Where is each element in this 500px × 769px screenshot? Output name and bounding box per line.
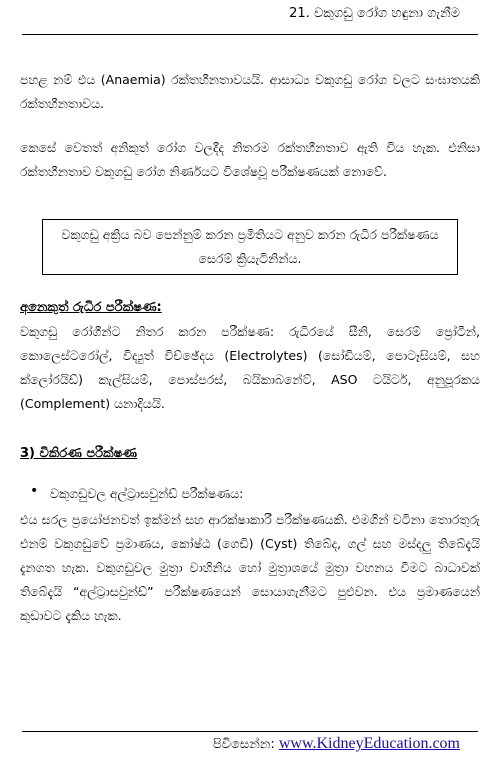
bullet-item-ultrasound: වකුගඩුවල අල්ට්‍රාසවුන්ඩ් පරීක්ෂණය: <box>50 486 244 501</box>
section-heading-radiology: 3) විකිරණ පරීක්ෂණ <box>20 446 138 461</box>
footer-label: පිවිසෙන්න: <box>212 737 275 752</box>
footer-divider <box>22 731 478 732</box>
section-heading-other-blood-tests: අනෙකුත් රුධිර පරීක්ෂණ: <box>20 300 162 315</box>
paragraph-anaemia-other-causes: කෙසේ වෙතත් අනිකුත් රෝග වලදීද නිතරම රක්තහීනතාව ඇති විය හැක. එනිසා රක්තහීනතාව වකුගඩු රෝග නිර්ණයට විශේෂවූ පරීක්ෂණයක් නොවේ. <box>20 140 480 179</box>
paragraph-blood-tests: වකුගඩු රෝගීන්ට නිතර කරන පරීක්ෂණ: රුධිරයේ සීනි, සෙරම් ප්‍රෝටීන්, කොලෙස්ටරෝල්, විද්‍යුත් විච්ඡේදය (Electrolytes) (සෝඩියම්, පොටෑසියම්, සහ ක්ලෝරයිඩ්) කැල්සියම්, පොස්පරස්, බයිකාබනේට්, ASO ටයිටර්, අනුපූරකය (Complement) යනාදියයි. <box>20 324 480 411</box>
paragraph-anaemia: පහළ නම් එය (Anaemia) රක්තහීනතාවයයි. ආසාධ්‍ය වකුගඩු රෝග වලට සංඝාතයකි රක්තහීනතාවය. <box>20 72 480 111</box>
footer <box>213 735 460 753</box>
header-divider <box>22 34 478 35</box>
paragraph-ultrasound: එය සරල ප්‍රයෝජනවත් ඉක්මන් සහ ආරක්ෂාකාරී පරීක්ෂණයකි. එමගින් වටිනා තොරතුරු එනම් වකුගඩුවේ ප්‍රමාණය, කෝෂ්ඨ (ගෙඩි) (Cyst) තිබේද, ගල් සහ මස්දලු තිබේදැයි දැනගත හැක. වකුගඩුවල මුත්‍රා වාහිනිය හෝ මුත්‍රාශයේ මුත්‍රා වහනය වීමට බාධාවක් තිබේදැයි “අල්ට්‍රාසවුන්ඩ්” පරීක්ෂණයෙන් සොයාගැනීමට පුළුවන. එය ප්‍රමාණයෙන් කුඩාවට දැකිය හැක. <box>20 512 480 623</box>
running-header: 21. වකුගඩු රෝග හඳුනා ගැනීම <box>289 6 460 21</box>
website-link[interactable]: www.KidneyEducation.com <box>278 735 460 752</box>
bullet-icon: • <box>30 483 39 499</box>
highlight-box: වකුගඩු අක්‍රිය බව පෙන්නුම් කරන ප්‍රමිතියට අනුව කරන රුධිර පරීක්ෂණය සෙරම් ක්‍රියැටිනින්ය. <box>42 219 458 275</box>
